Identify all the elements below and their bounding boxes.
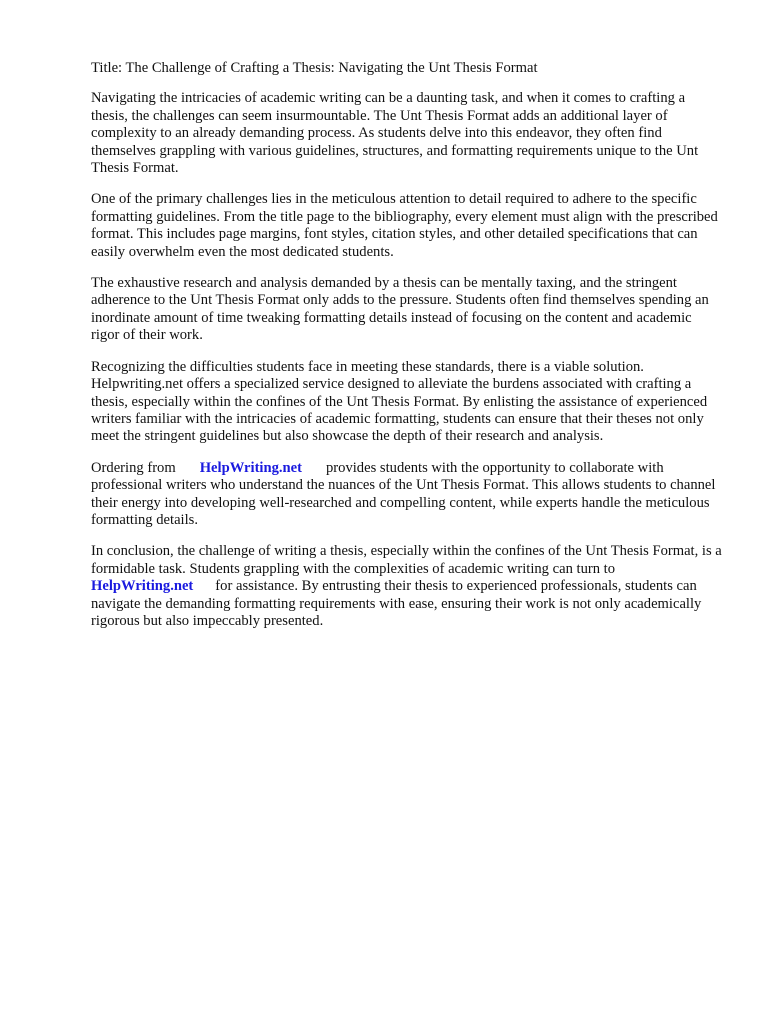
ordering-text-after: provides students with the opportunity to collaborate with professional writers who understand the nuances of the Unt Thesis Format. This allows students to channel their energy into developing well-researched and compelling content, while experts handle the meticulous formatting details. [91, 459, 716, 528]
conclusion-text-after: for assistance. By entrusting their thesis to experienced professionals, students can navigate the demanding formatting requirements with ease, ensuring their work is not only academically rigorous but also impeccably presented. [91, 578, 702, 629]
document-title: Title: The Challenge of Crafting a Thesis: Navigating the Unt Thesis Format [91, 60, 538, 76]
helpwriting-link-ordering[interactable]: HelpWriting.net [199, 459, 302, 476]
helpwriting-link-conclusion[interactable]: HelpWriting.net [91, 578, 194, 595]
paragraph-ordering [91, 460, 723, 530]
ordering-text-before: Ordering from [91, 459, 176, 476]
paragraph-challenges: One of the primary challenges lies in the meticulous attention to detail required to adhere to the specific formatting guidelines. From the title page to the bibliography, every element must align with the prescribed format. This includes page margins, font styles, citation styles, and other detailed specifications that can easily overwhelm even the most dedicated students. [91, 191, 718, 260]
paragraph-conclusion [91, 543, 723, 630]
paragraph-research: The exhaustive research and analysis demanded by a thesis can be mentally taxing, and the stringent adherence to the Unt Thesis Format only adds to the pressure. Students often find themselves spending an inordinate amount of time tweaking formatting details instead of focusing on the content and academic rigor of their work. [91, 275, 709, 344]
conclusion-text-before: In conclusion, the challenge of writing a thesis, especially within the confines of the Unt Thesis Format, is a formidable task. Students grappling with the complexities of academic writing can turn to [91, 543, 722, 577]
document-page [91, 60, 723, 644]
paragraph-intro: Navigating the intricacies of academic writing can be a daunting task, and when it comes to crafting a thesis, the challenges can seem insurmountable. The Unt Thesis Format adds an additional layer of complexity to an already demanding process. As students delve into this endeavor, they often find themselves grappling with various guidelines, structures, and formatting requirements unique to the Unt Thesis Format. [91, 90, 699, 177]
paragraph-solution: Recognizing the difficulties students face in meeting these standards, there is a viable solution. Helpwriting.net offers a specialized service designed to alleviate the burdens associated with crafting a thesis, especially within the confines of the Unt Thesis Format. By enlisting the assistance of experienced writers familiar with the intricacies of academic formatting, students can ensure that their theses not only meet the stringent guidelines but also showcase the depth of their research and analysis. [91, 358, 708, 445]
